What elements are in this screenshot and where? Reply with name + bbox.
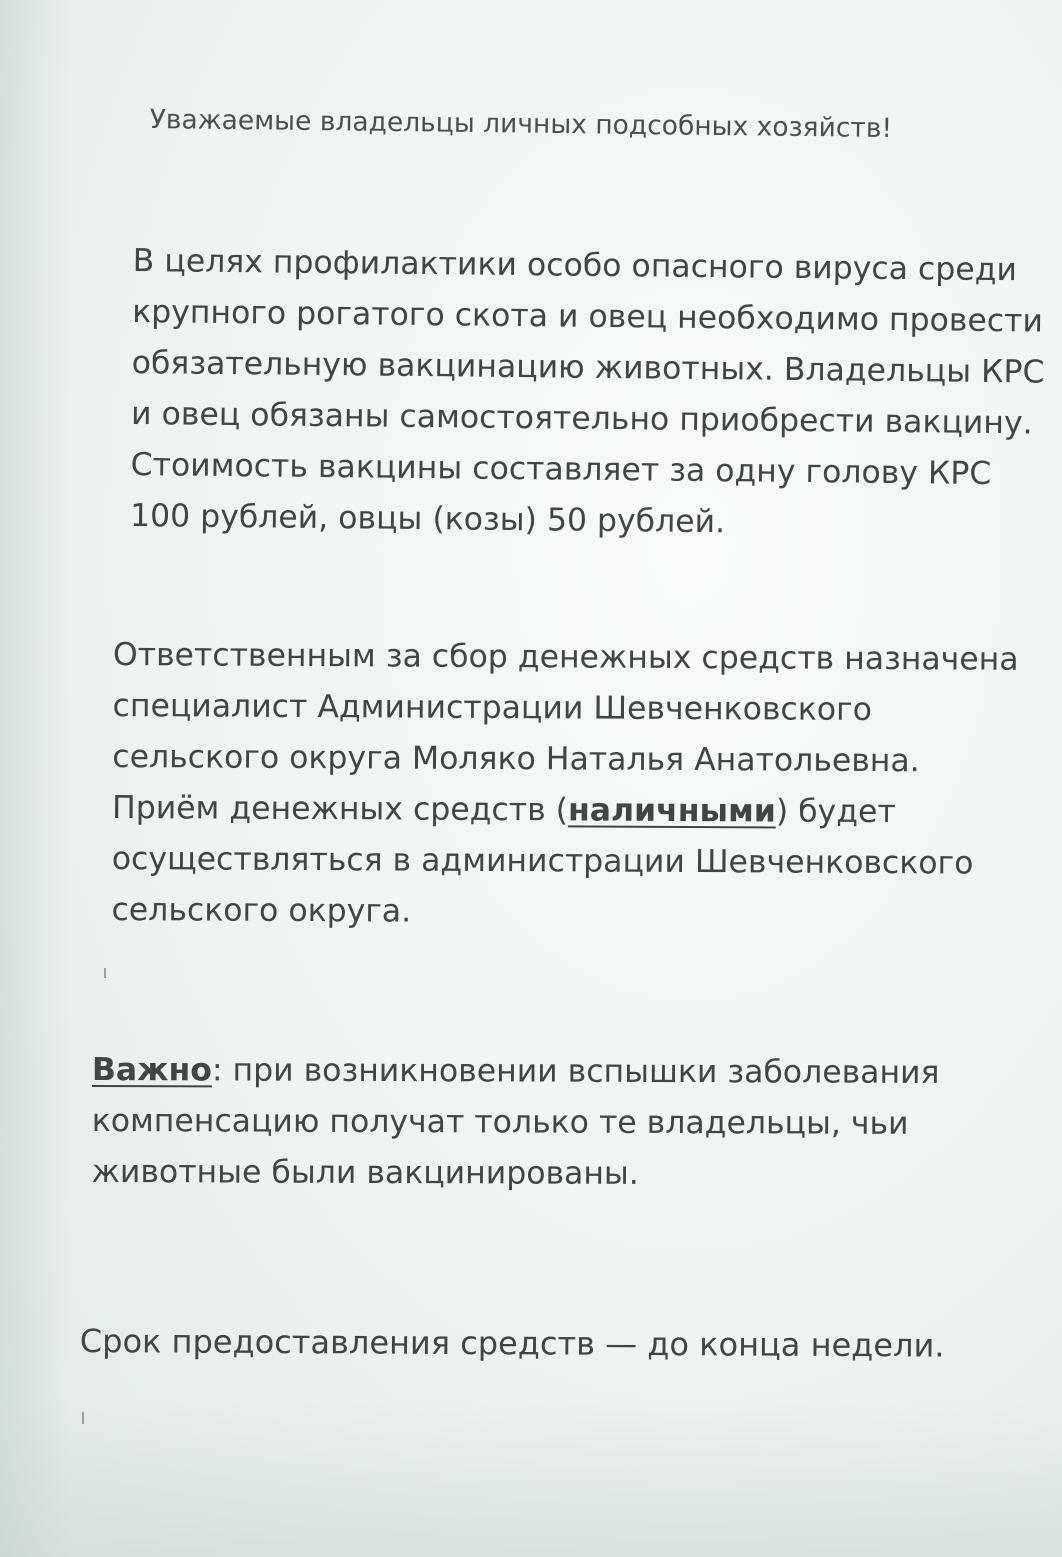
paragraph-line: обязательную вакцинацию животных. Владельцы КРС	[131, 344, 1045, 391]
paragraph-line: Стоимость вакцины составляет за одну голову КРС	[130, 446, 992, 493]
paragraph-line: В целях профилактики особо опасного вируса среди	[132, 242, 1018, 289]
paragraph-line: осуществляться в администрации Шевченковского	[111, 840, 974, 882]
emphasis-important: Важно	[91, 1052, 213, 1089]
notice-heading: Уважаемые владельцы личных подсобных хозяйств!	[149, 103, 893, 145]
paper-shadow-bottom	[0, 1397, 1062, 1557]
paragraph-important	[91, 1045, 939, 1201]
paragraph-line: Ответственным за сбор денежных средств назначена	[112, 636, 1019, 678]
text-segment: : при возникновении вспышки заболевания	[211, 1052, 940, 1091]
paragraph-line: крупного рогатого скота и овец необходимо провести	[132, 293, 1044, 340]
paper-shadow-left	[0, 0, 70, 1557]
paragraph-line: сельского округа Моляко Наталья Анатольевна.	[112, 738, 920, 780]
paragraph-line: 100 рублей, овцы (козы) 50 рублей.	[129, 497, 726, 541]
paragraph-vaccination	[130, 236, 1046, 552]
paper-speck	[104, 968, 106, 978]
text-segment: Приём денежных средств (	[111, 789, 569, 829]
paragraph-responsible-person	[111, 630, 1018, 941]
text-segment: ) будет	[775, 793, 896, 831]
paragraph-deadline: Срок предоставления средств — до конца недели.	[79, 1321, 945, 1365]
paragraph-line-payment	[112, 783, 1018, 839]
paragraph-line: и овец обязаны самостоятельно приобрести вакцину.	[130, 395, 1033, 442]
paper-speck	[82, 1412, 84, 1424]
paragraph-line-important	[92, 1045, 940, 1099]
paragraph-line: компенсацию получат только те владельцы, чьи	[91, 1102, 909, 1142]
paragraph-line: животные были вакцинированы.	[91, 1153, 639, 1192]
paragraph-line: специалист Администрации Шевченковского	[112, 687, 872, 728]
paragraph-line: сельского округа.	[111, 891, 412, 930]
emphasis-cash: наличными	[567, 792, 776, 830]
